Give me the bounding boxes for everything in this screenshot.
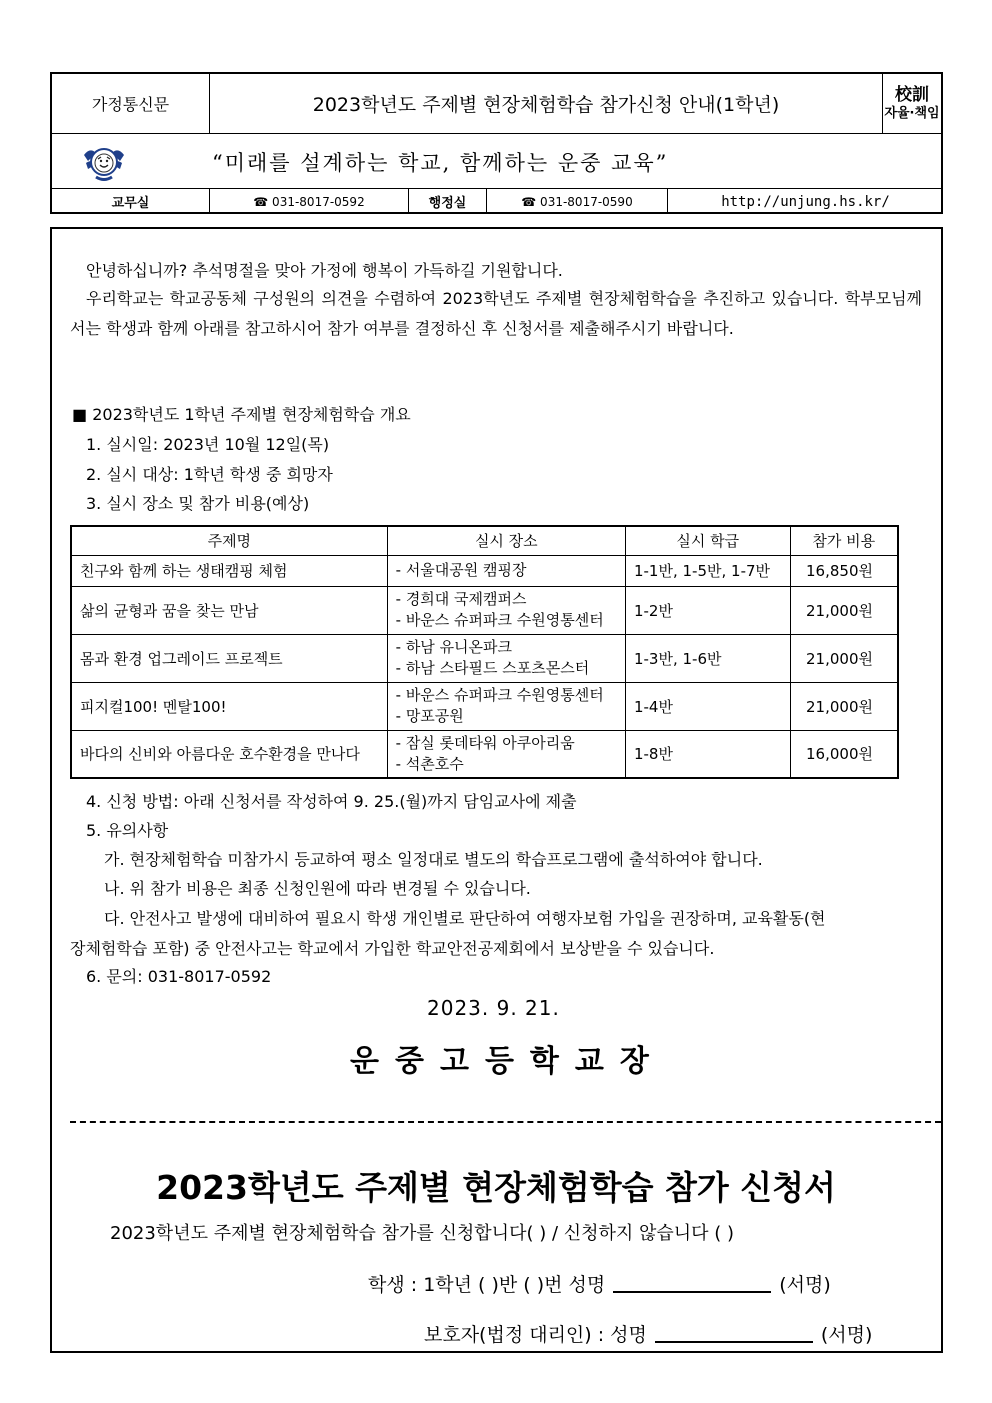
principal-signature: 운중고등학교장 (350, 1044, 665, 1079)
header-title-row (52, 74, 941, 134)
issue-date: 2023. 9. 21. (427, 996, 560, 1020)
application-method: 4. 신청 방법: 아래 신청서를 작성하여 9. 25.(월)까지 담임교사에 제출 (86, 792, 577, 811)
note-b: 나. 위 참가 비용은 최종 신청인원에 따라 변경될 수 있습니다. (104, 879, 531, 898)
intro-paragraph: 우리학교는 학교공동체 구성원의 의견을 수렴하여 2023학년도 주제별 현장체험학습을 추진하고 있습니다. 학부모님께서는 학생과 함께 아래를 참고하시어 참가 여부를 결정하신 후 신청서를 제출해주시기 바랍니다. (70, 289, 922, 338)
row-class: 1-4반 (625, 682, 790, 730)
note-c-line2: 장체험학습 포함) 중 안전사고는 학교에서 가입한 학교안전공제회에서 보상받을 수 있습니다. (70, 939, 715, 958)
row-cost: 16,000원 (790, 730, 898, 778)
table-header-row (71, 526, 898, 555)
overview-place-cost: 3. 실시 장소 및 참가 비용(예상) (86, 494, 310, 513)
row-place: - 잠실 롯데타워 아쿠아리움 - 석촌호수 (387, 730, 625, 778)
col-header-theme: 주제명 (71, 526, 387, 555)
document-type: 가정통신문 (91, 95, 170, 114)
form-title: 2023학년도 주제별 현장체험학습 참가 신청서 (156, 1168, 836, 1207)
guardian-info-label: 보호자(법정 대리인) : 성명 (424, 1324, 647, 1346)
program-table (70, 525, 899, 779)
inquiry-phone: 6. 문의: 031-8017-0592 (86, 967, 272, 986)
col-header-cost: 참가 비용 (790, 526, 898, 555)
school-website-link[interactable]: http://unjung.hs.kr/ (721, 193, 890, 210)
student-info-label: 학생 : 1학년 ( )반 ( )번 성명 (368, 1274, 606, 1296)
table-row (71, 730, 898, 778)
overview-target: 2. 실시 대상: 1학년 학생 중 희망자 (86, 465, 333, 484)
greeting: 안녕하십니까? 추석명절을 맞아 가정에 행복이 가득하길 기원합니다. (86, 261, 563, 280)
row-theme: 피지컬100! 멘탈100! (71, 682, 387, 730)
guardian-sign-row (424, 1320, 872, 1347)
school-slogan: “미래를 설계하는 학교, 함께하는 운중 교육” (212, 150, 669, 175)
participation-choice[interactable]: 2023학년도 주제별 현장체험학습 참가를 신청합니다( ) / 신청하지 않습니다 ( ) (110, 1223, 735, 1244)
row-place: - 바운스 슈퍼파크 수원영통센터 - 망포공원 (387, 682, 625, 730)
header-slogan-row (52, 134, 941, 189)
row-class: 1-3반, 1-6반 (625, 634, 790, 682)
motto-label: 校訓 (895, 84, 929, 105)
row-cost: 21,000원 (790, 682, 898, 730)
table-row (71, 586, 898, 634)
col-header-place: 실시 장소 (387, 526, 625, 555)
office1-label: 교무실 (111, 196, 150, 211)
row-cost: 21,000원 (790, 586, 898, 634)
office1-phone: ☎ 031-8017-0592 (253, 194, 365, 209)
row-class: 1-1반, 1-5반, 1-7반 (625, 555, 790, 586)
motto-text: 자율·책임 (884, 105, 940, 121)
newsletter-header (50, 72, 943, 214)
row-class: 1-8반 (625, 730, 790, 778)
student-name-field[interactable] (613, 1273, 771, 1293)
row-place: - 하남 유니온파크 - 하남 스타필드 스포츠몬스터 (387, 634, 625, 682)
school-emblem-icon (82, 141, 126, 183)
row-cost: 21,000원 (790, 634, 898, 682)
table-row (71, 555, 898, 586)
row-class: 1-2반 (625, 586, 790, 634)
table-row (71, 634, 898, 682)
row-theme: 몸과 환경 업그레이드 프로젝트 (71, 634, 387, 682)
row-place: - 서울대공원 캠핑장 (387, 555, 625, 586)
office2-label: 행정실 (428, 196, 467, 211)
note-c-line1: 다. 안전사고 발생에 대비하여 필요시 학생 개인별로 판단하여 여행자보험 가입을 권장하며, 교육활동(현 (104, 909, 826, 928)
page-title: 2023학년도 주제별 현장체험학습 참가신청 안내(1학년) (312, 94, 780, 116)
note-a: 가. 현장체험학습 미참가시 등교하여 평소 일정대로 별도의 학습프로그램에 출석하여야 합니다. (104, 850, 763, 869)
row-theme: 친구와 함께 하는 생태캠핑 체험 (71, 555, 387, 586)
guardian-sign-label: (서명) (820, 1324, 873, 1346)
col-header-class: 실시 학급 (625, 526, 790, 555)
row-theme: 삶의 균형과 꿈을 찾는 만남 (71, 586, 387, 634)
notes-heading: 5. 유의사항 (86, 821, 169, 840)
school-motto (883, 74, 941, 133)
office2-phone: ☎ 031-8017-0590 (521, 194, 633, 209)
header-contact-row (52, 189, 941, 214)
cut-line (70, 1121, 941, 1123)
student-sign-row (368, 1270, 831, 1297)
overview-date: 1. 실시일: 2023년 10월 12일(목) (86, 435, 330, 454)
student-sign-label: (서명) (779, 1274, 831, 1296)
guardian-name-field[interactable] (655, 1323, 813, 1343)
row-theme: 바다의 신비와 아름다운 호수환경을 만나다 (71, 730, 387, 778)
row-place: - 경희대 국제캠퍼스 - 바운스 슈퍼파크 수원영통센터 (387, 586, 625, 634)
row-cost: 16,850원 (790, 555, 898, 586)
overview-heading: ■ 2023학년도 1학년 주제별 현장체험학습 개요 (72, 405, 411, 424)
table-row (71, 682, 898, 730)
